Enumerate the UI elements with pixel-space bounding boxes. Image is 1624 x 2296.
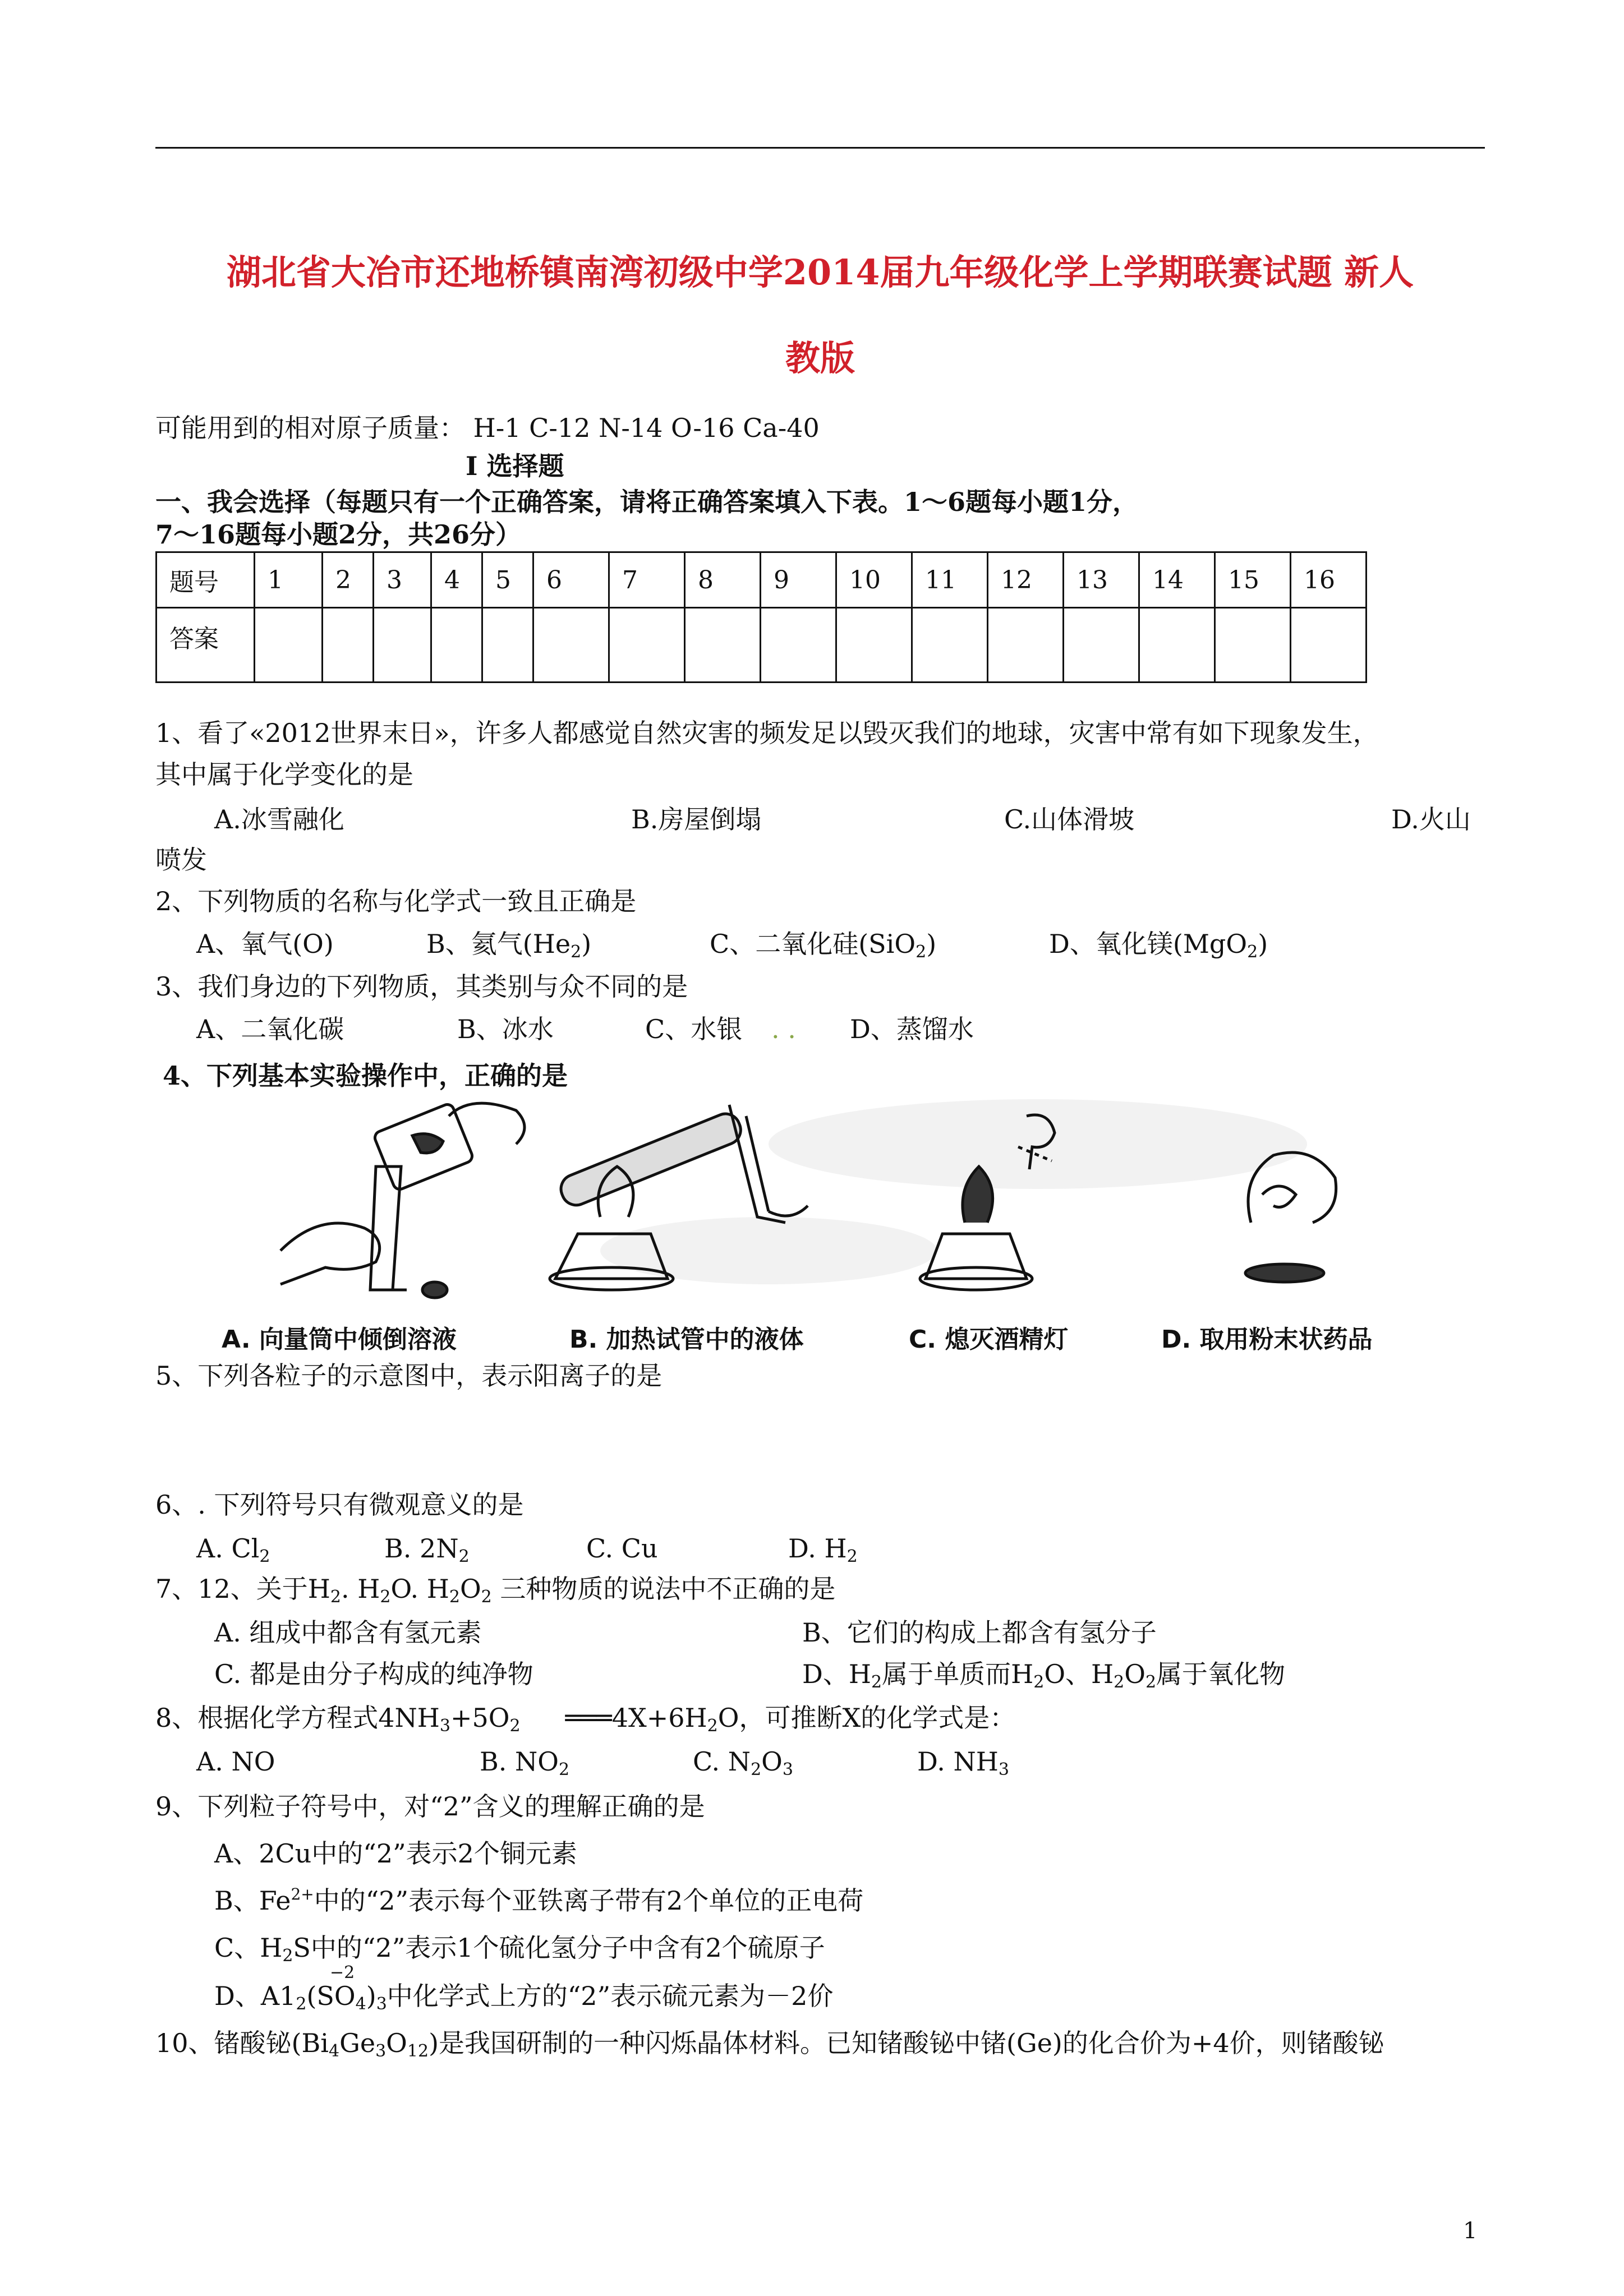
- q4-stem: 4、下列基本实验操作中，正确的是: [163, 1061, 568, 1091]
- q1-stem-line-1: 1、看了«2012世界末日»，许多人都感觉自然灾害的频发足以毁灭我们的地球，灾害中常有如下现象发生，: [155, 718, 1379, 748]
- q3-dots: . .: [771, 1014, 796, 1044]
- q8-option-b: B. $NO_2$: [480, 1746, 570, 1779]
- answer-label-cell: 答案: [157, 608, 255, 683]
- question-number-cell: 4: [431, 552, 482, 608]
- question-number-cell: 12: [988, 552, 1064, 608]
- question-number-cell: 11: [912, 552, 988, 608]
- q9-stem: 9、下列粒子符号中，对“2”含义的理解正确的是: [155, 1791, 705, 1822]
- q1-option-b: B.房屋倒塌: [631, 804, 762, 835]
- q7-option-a: A. 组成中都含有氢元素: [214, 1617, 482, 1648]
- q4-caption-a: A. 向量筒中倾倒溶液: [222, 1325, 457, 1354]
- q4-caption-b: B. 加热试管中的液体: [569, 1325, 804, 1354]
- atomic-mass-line: 可能用到的相对原子质量： H-1 C-12 N-14 O-16 Ca-40: [155, 413, 820, 443]
- q1-option-d: D.火山: [1391, 804, 1471, 835]
- q2-option-a: A、氧气(O): [196, 929, 334, 959]
- question-number-cell: 15: [1215, 552, 1291, 608]
- instructions-line-1: 一、我会选择（每题只有一个正确答案，请将正确答案填入下表。1～6题每小题1分，: [155, 487, 1139, 517]
- question-number-cell: 6: [533, 552, 609, 608]
- answer-cell-9[interactable]: [761, 608, 836, 683]
- answer-cell-4[interactable]: [431, 608, 482, 683]
- answer-cell-10[interactable]: [836, 608, 912, 683]
- q2-stem: 2、下列物质的名称与化学式一致且正确是: [155, 886, 637, 916]
- q3-option-b: B、冰水: [457, 1014, 554, 1044]
- q4-caption-d: D. 取用粉末状药品: [1161, 1325, 1373, 1354]
- answer-cell-12[interactable]: [988, 608, 1064, 683]
- header-label-cell: 题号: [157, 552, 255, 608]
- title-line-1: 湖北省大冶市还地桥镇南湾初级中学2014届九年级化学上学期联赛试题 新人: [226, 252, 1414, 293]
- question-number-cell: 16: [1291, 552, 1367, 608]
- instructions-line-2: 7～16题每小题2分，共26分）: [155, 519, 522, 550]
- question-number-cell: 1: [255, 552, 323, 608]
- q9-option-b: B、$Fe^{2+}$中的“2”表示每个亚铁离子带有2个单位的正电荷: [214, 1885, 864, 1916]
- q3-option-d: D、蒸馏水: [850, 1014, 974, 1044]
- question-number-cell: 5: [482, 552, 533, 608]
- q6-option-c: C. Cu: [586, 1533, 658, 1564]
- question-number-cell: 9: [761, 552, 836, 608]
- answer-table-header-row: [157, 552, 1367, 608]
- q8-stem: 8、根据化学方程式$4NH_3+5O_2$ $═══4X+6H_2O$，可推断X的化学式是：: [155, 1703, 1016, 1736]
- question-number-cell: 13: [1064, 552, 1139, 608]
- answer-cell-1[interactable]: [255, 608, 323, 683]
- question-number-cell: 8: [685, 552, 761, 608]
- q2-option-b: B、氦气$(He_2)$: [426, 929, 592, 962]
- section-heading: I 选择题: [466, 451, 564, 481]
- q3-option-c: C、水银: [645, 1014, 743, 1044]
- q1-option-c: C.山体滑坡: [1004, 804, 1135, 835]
- lab-operations-figure: [264, 1082, 1475, 1346]
- question-number-cell: 2: [323, 552, 374, 608]
- q3-stem: 3、我们身边的下列物质，其类别与众不同的是: [155, 971, 688, 1002]
- question-number-cell: 14: [1139, 552, 1215, 608]
- q5-stem: 5、下列各粒子的示意图中，表示阳离子的是: [155, 1361, 663, 1391]
- q2-option-d: D、氧化镁(MgO$_2$): [1049, 929, 1268, 962]
- title-line-2: 教版: [785, 338, 855, 379]
- q7-stem: 7、12、关于$H_2$. $H_2O$. $H_2O_2$ 三种物质的说法中不正确的是: [155, 1574, 836, 1607]
- answer-cell-11[interactable]: [912, 608, 988, 683]
- q3-option-a: A、二氧化碳: [196, 1014, 344, 1044]
- q8-option-c: C. $N_2O_3$: [693, 1746, 793, 1779]
- question-number-cell: 10: [836, 552, 912, 608]
- answer-table: [155, 551, 1367, 683]
- answer-cell-6[interactable]: [533, 608, 609, 683]
- answer-cell-5[interactable]: [482, 608, 533, 683]
- graduated-cylinder-pouring-graphic: [280, 1103, 525, 1298]
- q6-stem: 6、. 下列符号只有微观意义的是: [155, 1490, 524, 1520]
- answer-cell-2[interactable]: [323, 608, 374, 683]
- q7-option-b: B、它们的构成上都含有氢分子: [802, 1617, 1157, 1648]
- question-number-cell: 7: [609, 552, 685, 608]
- question-number-cell: 3: [374, 552, 431, 608]
- answer-table-answer-row: [157, 608, 1367, 683]
- q10-stem: 10、锗酸铋$(Bi_4Ge_3O_{12})$是我国研制的一种闪烁晶体材料。已知锗酸铋中锗(Ge)的化合价为+4价，则锗酸铋: [155, 2028, 1384, 2061]
- q1-option-a: A.冰雪融化: [214, 804, 344, 835]
- q1-stem-line-2: 其中属于化学变化的是: [155, 759, 413, 790]
- answer-cell-14[interactable]: [1139, 608, 1215, 683]
- q1-option-d-continued: 喷发: [155, 845, 207, 875]
- q9-valence-mark: −2: [330, 1963, 355, 1983]
- answer-cell-3[interactable]: [374, 608, 431, 683]
- answer-cell-7[interactable]: [609, 608, 685, 683]
- q9-option-a: A、2Cu中的“2”表示2个铜元素: [214, 1838, 577, 1869]
- q8-option-d: D. $NH_3$: [917, 1746, 1009, 1779]
- powder-reagent-graphic: [1245, 1152, 1336, 1282]
- q6-option-b: B. $2N_2$: [384, 1533, 470, 1566]
- answer-cell-15[interactable]: [1215, 608, 1291, 683]
- answer-cell-13[interactable]: [1064, 608, 1139, 683]
- answer-cell-8[interactable]: [685, 608, 761, 683]
- q7-option-c: C. 都是由分子构成的纯净物: [214, 1659, 533, 1689]
- q8-option-a: A. NO: [196, 1746, 275, 1777]
- answer-cell-16[interactable]: [1291, 608, 1367, 683]
- header-rule: [155, 147, 1485, 149]
- q9-option-c: C、$H_2S$中的“2”表示1个硫化氢分子中含有2个硫原子: [214, 1933, 825, 1966]
- page-number: 1: [1463, 2218, 1478, 2244]
- q2-option-c: C、二氧化硅(SiO$_2$): [710, 929, 937, 962]
- q9-option-d: D、$A1_2(SO_4)_3$中化学式上方的“2”表示硫元素为－2价: [214, 1981, 834, 2014]
- q7-option-d: D、$H_2$属于单质而$H_2O$、$H_2O_2$属于氧化物: [802, 1659, 1286, 1692]
- q6-option-d: D. $H_2$: [788, 1533, 858, 1566]
- q4-caption-c: C. 熄灭酒精灯: [909, 1325, 1069, 1354]
- q6-option-a: A. $Cl_2$: [196, 1533, 270, 1566]
